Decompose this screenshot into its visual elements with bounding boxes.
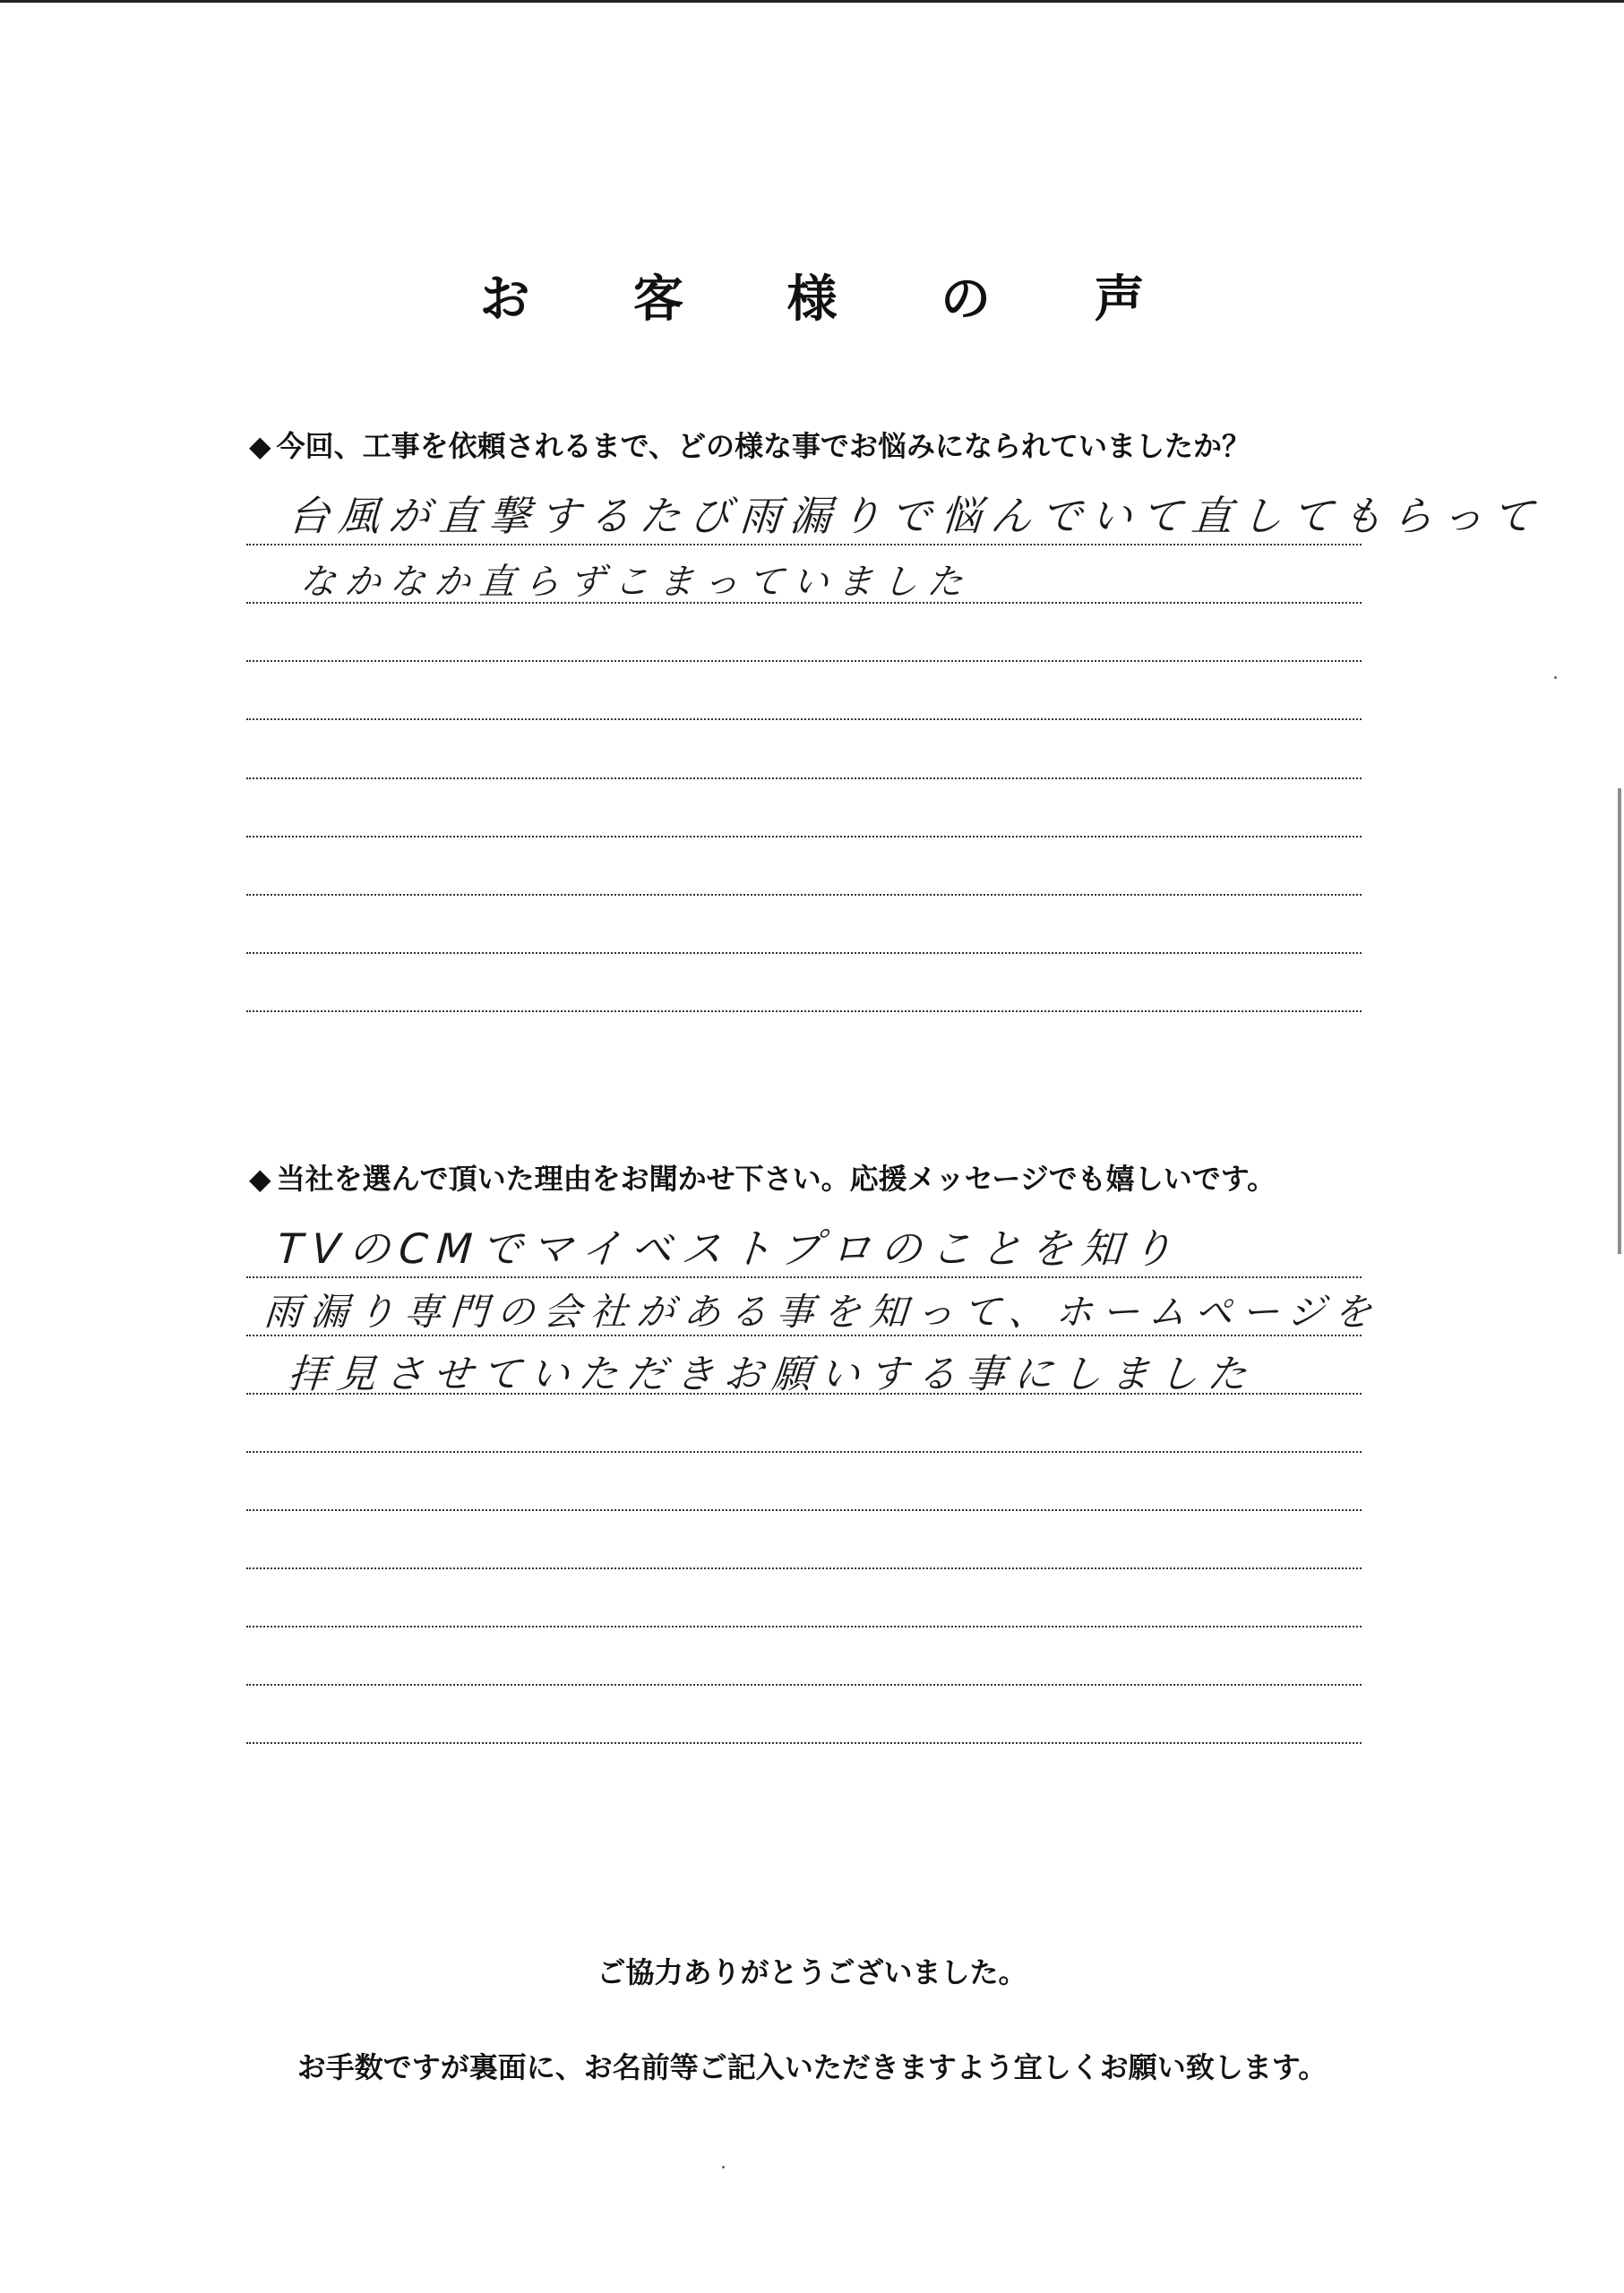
top-border [0, 0, 1624, 3]
ruled-line [246, 660, 1362, 662]
question-1-label: 今回、工事を依頼されるまで、どの様な事でお悩みになられていましたか？ [276, 429, 1250, 463]
ruled-line [246, 602, 1362, 604]
ruled-line [246, 1567, 1362, 1569]
question-2 [249, 1156, 1276, 1198]
ruled-line [246, 952, 1362, 954]
ruled-line [246, 1626, 1362, 1627]
ruled-line [246, 1335, 1362, 1336]
question-2-label: 当社を選んで頂いた理由をお聞かせ下さい。応援メッセージでも嬉しいです。 [276, 1162, 1276, 1196]
ruled-line [246, 1010, 1362, 1012]
diamond-bullet-icon: ◆ [249, 1162, 271, 1196]
answer-2-line-2: 雨漏り専門の会社がある事を知って、ホームページを [262, 1290, 1382, 1334]
footer-note: お手数ですが裏面に、お名前等ご記入いただきますよう宜しくお願い致します。 [296, 2050, 1328, 2084]
ruled-line [246, 1451, 1362, 1453]
ruled-line [246, 777, 1362, 779]
ruled-line [246, 836, 1362, 837]
scan-speck [1554, 676, 1557, 679]
ruled-line [246, 1509, 1362, 1511]
ruled-line [246, 1742, 1362, 1744]
ruled-line [246, 1276, 1362, 1278]
answer-2-line-3: 拝見させていただきお願いする事にしました [286, 1352, 1258, 1397]
ruled-line [246, 544, 1362, 545]
answer-1-line-1: 台風が直撃するたび雨漏りで悩んでいて直してもらって [286, 492, 1544, 540]
thanks-message: ご協力ありがとうございました。 [597, 1955, 1027, 1989]
page-title: お 客 様 の 声 [479, 271, 1188, 329]
ruled-line [246, 718, 1362, 720]
ruled-line [246, 894, 1362, 896]
ruled-line [246, 1684, 1362, 1686]
diamond-bullet-icon: ◆ [249, 429, 271, 463]
scan-speck [722, 2166, 725, 2168]
scan-edge-mark [1618, 788, 1621, 1254]
answer-1-line-2: なかなか直らずこまっていました [298, 562, 974, 603]
ruled-line [246, 1393, 1362, 1395]
answer-2-line-1: TVのCMでマイベストプロのことを知り [275, 1224, 1183, 1273]
question-1 [249, 424, 1250, 465]
